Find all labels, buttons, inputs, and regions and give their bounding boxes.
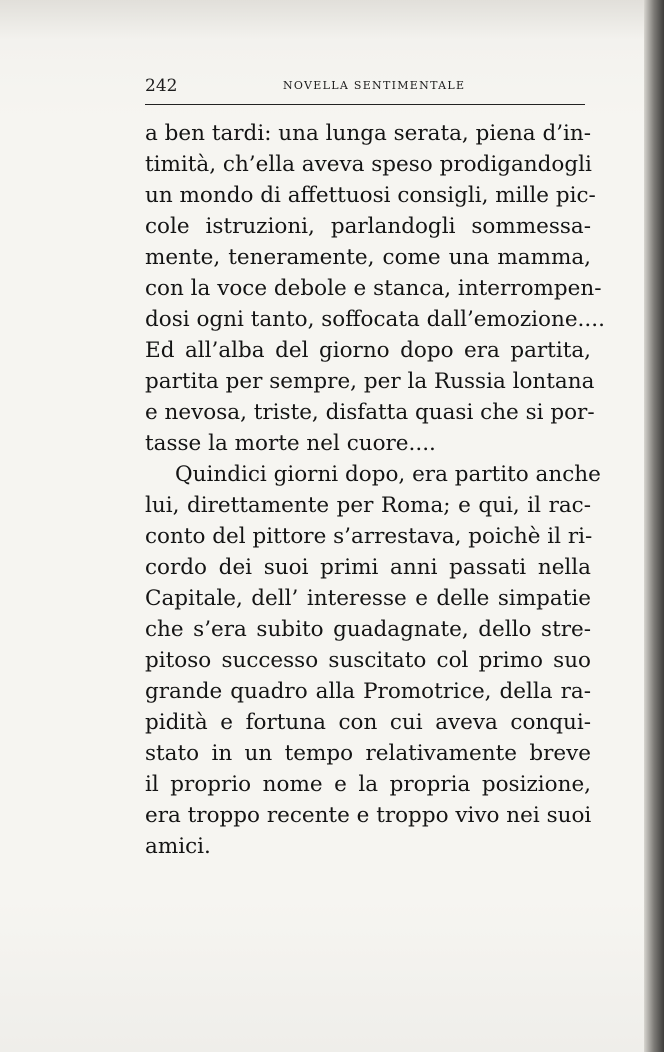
text-line: pitoso successo suscitato col primo suo (145, 648, 591, 673)
text-line: dosi ogni tanto, soffocata dall’emozione.... (145, 307, 605, 332)
page-number: 242 (145, 76, 178, 96)
paragraph (145, 459, 601, 862)
text-line: con la voce debole e stanca, interrompen- (145, 276, 602, 301)
page-header (145, 74, 585, 102)
page-edge-shadow (644, 0, 664, 1052)
text-line: mente, teneramente, come una mamma, (145, 245, 591, 270)
running-title: NOVELLA SENTIMENTALE (283, 79, 466, 92)
text-line: amici. (145, 834, 211, 859)
text-line: Ed all’alba del giorno dopo era partita, (145, 338, 591, 363)
text-line: Quindici giorni dopo, era partito anche (175, 462, 601, 487)
text-line: tasse la morte nel cuore.... (145, 431, 436, 456)
text-line: Capitale, dell’ interesse e delle simpatie (145, 586, 591, 611)
text-line: grande quadro alla Promotrice, della ra- (145, 679, 591, 704)
text-line: cole istruzioni, parlandogli sommessa- (145, 214, 591, 239)
text-line: e nevosa, triste, disfatta quasi che si por- (145, 400, 595, 425)
text-line: il proprio nome e la propria posizione, (145, 772, 591, 797)
text-line: pidità e fortuna con cui aveva conqui- (145, 710, 591, 735)
text-line: che s’era subito guadagnate, dello stre- (145, 617, 591, 642)
header-rule (145, 104, 585, 105)
text-line: timità, ch’ella aveva speso prodigandogli (145, 152, 592, 177)
text-line: a ben tardi: una lunga serata, piena d’in- (145, 121, 592, 146)
paragraph (145, 118, 605, 459)
text-line: un mondo di affettuosi consigli, mille pic- (145, 183, 596, 208)
text-line: cordo dei suoi primi anni passati nella (145, 555, 591, 580)
text-line: lui, direttamente per Roma; e qui, il rac- (145, 493, 591, 518)
text-line: conto del pittore s’arrestava, poichè il ri- (145, 524, 593, 549)
body-text (145, 118, 605, 862)
text-line: era troppo recente e troppo vivo nei suoi (145, 803, 592, 828)
text-line: stato in un tempo relativamente breve (145, 741, 591, 766)
text-line: partita per sempre, per la Russia lontana (145, 369, 595, 394)
